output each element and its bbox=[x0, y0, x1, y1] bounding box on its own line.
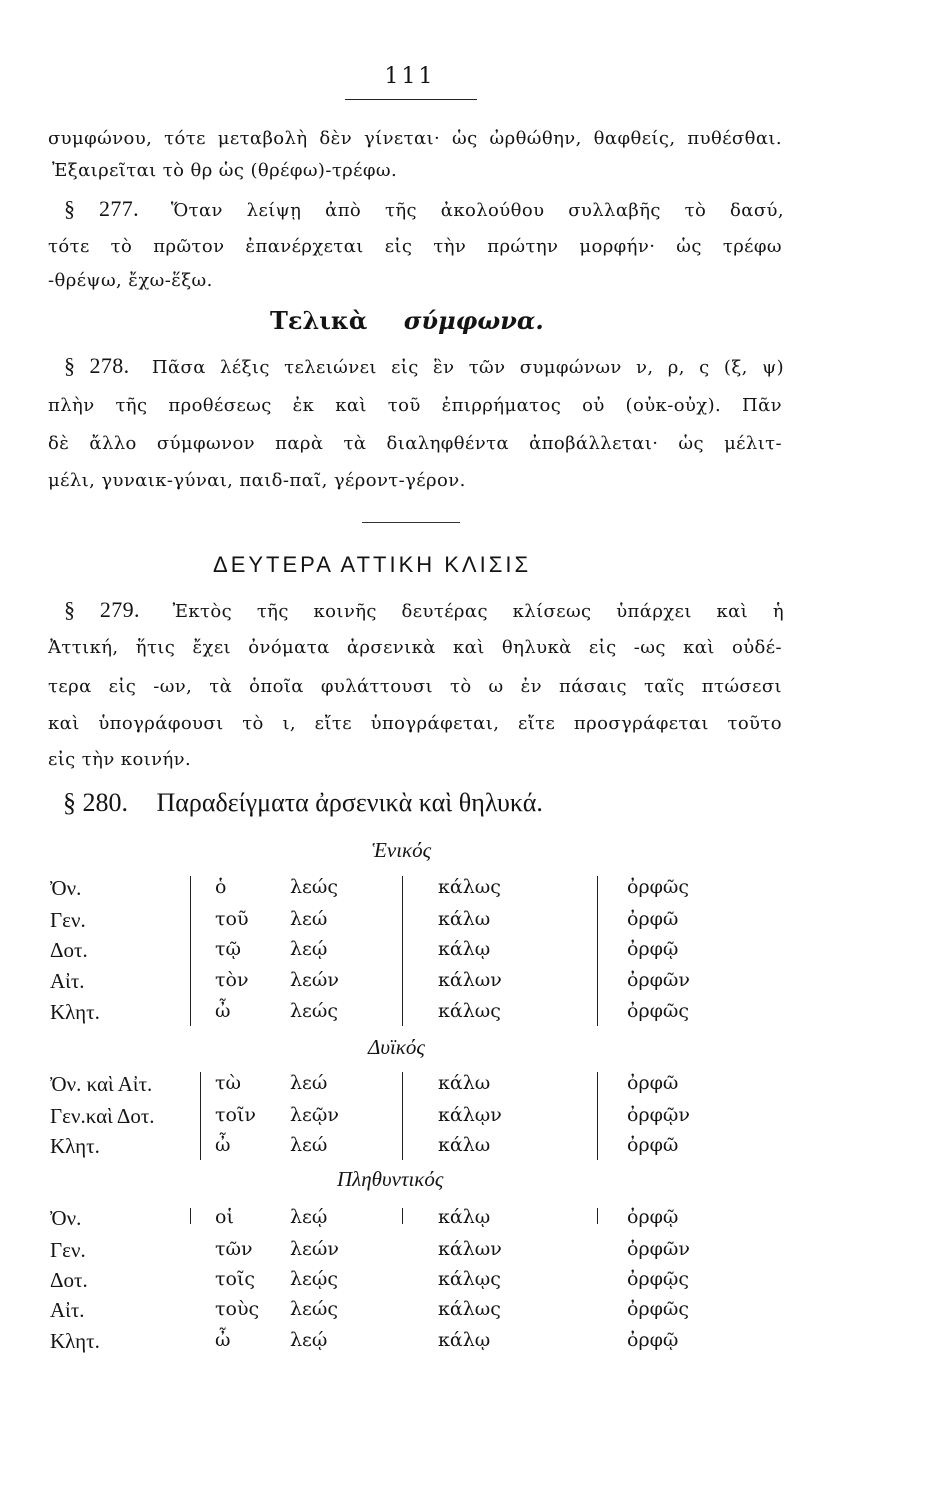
article: τὸν bbox=[215, 969, 249, 991]
text-line: εἰς τὴν κοινήν. bbox=[48, 749, 192, 770]
table-row bbox=[50, 1298, 770, 1328]
article: τοῦ bbox=[215, 908, 249, 930]
examples-heading bbox=[63, 788, 543, 818]
subheading-word2: σύμφωνα. bbox=[403, 306, 544, 335]
noun-form: λεῴ bbox=[290, 938, 328, 960]
table-row bbox=[50, 1238, 770, 1268]
group-title-singular: Ἑνικός bbox=[372, 838, 432, 862]
article: τοὺς bbox=[215, 1298, 260, 1320]
column-rule bbox=[597, 1072, 598, 1160]
kalos-form: κάλῳ bbox=[438, 1206, 491, 1228]
text-line: Ἀττική, ἥτις ἔχει ὀνόματα ἀρσενικὰ καὶ θηλυκὰ εἰς -ως καὶ οὐδέ- bbox=[48, 637, 782, 658]
table-row bbox=[50, 1206, 770, 1236]
noun-form: λεώ bbox=[290, 908, 328, 930]
orphos-form: ὀρφῷ bbox=[627, 1329, 679, 1351]
text-line: συμφώνου, τότε μεταβολὴ δὲν γίνεται· ὡς ὠρθώθην, θαφθείς, πυθέσθαι. bbox=[48, 128, 782, 149]
text-line: καὶ ὑπογράφουσι τὸ ι, εἴτε ὑπογράφεται, εἴτε προσγράφεται τοῦτο bbox=[48, 713, 782, 734]
case-label: Κλητ. bbox=[50, 1329, 100, 1353]
group-title-dual: Δυϊκός bbox=[368, 1035, 425, 1059]
paragraph-277-first-line bbox=[64, 196, 784, 222]
noun-form: λεώ bbox=[290, 1072, 328, 1094]
noun-form: λεῴ bbox=[290, 1329, 328, 1351]
orphos-form: ὀρφῶ bbox=[627, 908, 679, 930]
table-row bbox=[50, 938, 770, 968]
case-label: Αἰτ. bbox=[50, 1298, 85, 1322]
column-rule bbox=[402, 1208, 403, 1224]
kalos-form: κάλῳς bbox=[438, 1268, 501, 1290]
orphos-form: ὀρφῶν bbox=[627, 969, 690, 991]
orphos-form: ὀρφῶ bbox=[627, 1134, 679, 1156]
kalos-form: κάλως bbox=[438, 1000, 501, 1022]
section-number: § 279. bbox=[64, 597, 140, 622]
noun-form: λεῴς bbox=[290, 1268, 339, 1290]
column-rule bbox=[597, 876, 598, 1026]
article: τοῖν bbox=[215, 1104, 256, 1126]
table-row bbox=[50, 1134, 770, 1164]
article: τοῖς bbox=[215, 1268, 256, 1290]
subheading bbox=[270, 306, 544, 335]
article: οἱ bbox=[215, 1206, 234, 1228]
text-line: μέλι, γυναικ-γύναι, παιδ-παῖ, γέροντ-γέρον. bbox=[48, 470, 466, 491]
orphos-form: ὀρφῶς bbox=[627, 1298, 690, 1320]
case-label: Ὀν. καὶ Αἰτ. bbox=[50, 1072, 153, 1096]
kalos-form: κάλῳ bbox=[438, 1329, 491, 1351]
noun-form: λεῴ bbox=[290, 1206, 328, 1228]
article: ὦ bbox=[215, 1329, 231, 1351]
orphos-form: ὀρφῷ bbox=[627, 938, 679, 960]
table-row bbox=[50, 969, 770, 999]
noun-form: λεών bbox=[290, 1238, 339, 1260]
article: ὦ bbox=[215, 1134, 231, 1156]
table-row bbox=[50, 876, 770, 906]
kalos-form: κάλῳν bbox=[438, 1104, 502, 1126]
paragraph-279-first-line bbox=[64, 597, 784, 623]
text-line: τότε τὸ πρῶτον ἐπανέρχεται εἰς τὴν πρώτην μορφήν· ὡς τρέφω bbox=[48, 236, 782, 257]
orphos-form: ὀρφῶ bbox=[627, 1072, 679, 1094]
case-label: Δοτ. bbox=[50, 1268, 88, 1292]
text-line: δὲ ἄλλο σύμφωνον παρὰ τὰ διαληφθέντα ἀποβάλλεται· ὡς μέλιτ- bbox=[48, 433, 782, 454]
article: ὦ bbox=[215, 1000, 231, 1022]
article: τὼ bbox=[215, 1072, 242, 1094]
orphos-form: ὀρφῷ bbox=[627, 1206, 679, 1228]
table-row bbox=[50, 908, 770, 938]
text-span: Ἐκτὸς τῆς κοινῆς δευτέρας κλίσεως ὑπάρχει καὶ ἡ bbox=[172, 601, 785, 622]
text-line: πλὴν τῆς προθέσεως ἐκ καὶ τοῦ ἐπιρρήματος οὐ (οὐκ-οὐχ). Πᾶν bbox=[48, 395, 782, 416]
kalos-form: κάλω bbox=[438, 1134, 491, 1156]
column-rule bbox=[402, 1072, 403, 1160]
article: τῶν bbox=[215, 1238, 253, 1260]
kalos-form: κάλων bbox=[438, 969, 502, 991]
section-number: § 280. bbox=[63, 788, 128, 817]
noun-form: λεώς bbox=[290, 1298, 339, 1320]
section-divider bbox=[362, 522, 460, 523]
orphos-form: ὀρφῷς bbox=[627, 1268, 690, 1290]
kalos-form: κάλως bbox=[438, 876, 501, 898]
paragraph-278-first-line bbox=[64, 353, 784, 379]
kalos-form: κάλων bbox=[438, 1238, 502, 1260]
column-rule bbox=[402, 876, 403, 1026]
column-rule bbox=[597, 1208, 598, 1224]
page-number-rule bbox=[345, 99, 477, 100]
text-line: -θρέψω, ἔχω-ἕξω. bbox=[48, 270, 213, 291]
noun-form: λεώ bbox=[290, 1134, 328, 1156]
case-label: Ὀν. bbox=[50, 876, 82, 900]
noun-form: λεών bbox=[290, 969, 339, 991]
section-number: § 278. bbox=[64, 353, 130, 378]
kalos-form: κάλῳ bbox=[438, 938, 491, 960]
case-label: Γεν. bbox=[50, 908, 86, 932]
text-span: Ὅταν λείψῃ ἀπὸ τῆς ἀκολούθου συλλαβῆς τὸ δασύ, bbox=[170, 200, 785, 221]
orphos-form: ὀρφῶν bbox=[627, 1238, 690, 1260]
noun-form: λεώς bbox=[290, 1000, 339, 1022]
kalos-form: κάλω bbox=[438, 908, 491, 930]
part-heading: ΔΕΥΤΕΡΑ ΑΤΤΙΚΗ ΚΛΙΣΙΣ bbox=[213, 552, 532, 577]
text-span: Πᾶσα λέξις τελειώνει εἰς ἓν τῶν συμφώνων ν, ρ, ς (ξ, ψ) bbox=[151, 357, 785, 378]
column-rule bbox=[190, 1208, 191, 1224]
column-rule bbox=[190, 876, 191, 1026]
noun-form: λεῷν bbox=[290, 1104, 339, 1126]
orphos-form: ὀρφῶς bbox=[627, 1000, 690, 1022]
article: τῷ bbox=[215, 938, 242, 960]
column-rule bbox=[200, 1072, 201, 1160]
case-label: Κλητ. bbox=[50, 1000, 100, 1024]
orphos-form: ὀρφῶς bbox=[627, 876, 690, 898]
table-row bbox=[50, 1072, 770, 1102]
group-title-plural: Πληθυντικός bbox=[337, 1167, 444, 1191]
table-row bbox=[50, 1000, 770, 1030]
kalos-form: κάλω bbox=[438, 1072, 491, 1094]
text-line: τερα εἰς -ων, τὰ ὁποῖα φυλάττουσι τὸ ω ἐν πάσαις ταῖς πτώσεσι bbox=[48, 676, 782, 697]
article: ὁ bbox=[215, 876, 227, 898]
table-row bbox=[50, 1104, 770, 1134]
subheading-word1: Τελικὰ bbox=[270, 306, 368, 335]
case-label: Αἰτ. bbox=[50, 969, 85, 993]
case-label: Κλητ. bbox=[50, 1134, 100, 1158]
case-label: Δοτ. bbox=[50, 938, 88, 962]
page-number: 111 bbox=[384, 64, 436, 89]
text-line: Ἐξαιρεῖται τὸ θρ ὡς (θρέφω)-τρέφω. bbox=[52, 160, 398, 181]
table-row bbox=[50, 1268, 770, 1298]
orphos-form: ὀρφῷν bbox=[627, 1104, 690, 1126]
case-label: Γεν.καὶ Δοτ. bbox=[50, 1104, 155, 1128]
kalos-form: κάλως bbox=[438, 1298, 501, 1320]
section-number: § 277. bbox=[64, 196, 140, 221]
noun-form: λεώς bbox=[290, 876, 339, 898]
table-row bbox=[50, 1329, 770, 1359]
case-label: Ὀν. bbox=[50, 1206, 82, 1230]
examples-title: Παραδείγματα ἀρσενικὰ καὶ θηλυκά. bbox=[156, 788, 543, 817]
case-label: Γεν. bbox=[50, 1238, 86, 1262]
